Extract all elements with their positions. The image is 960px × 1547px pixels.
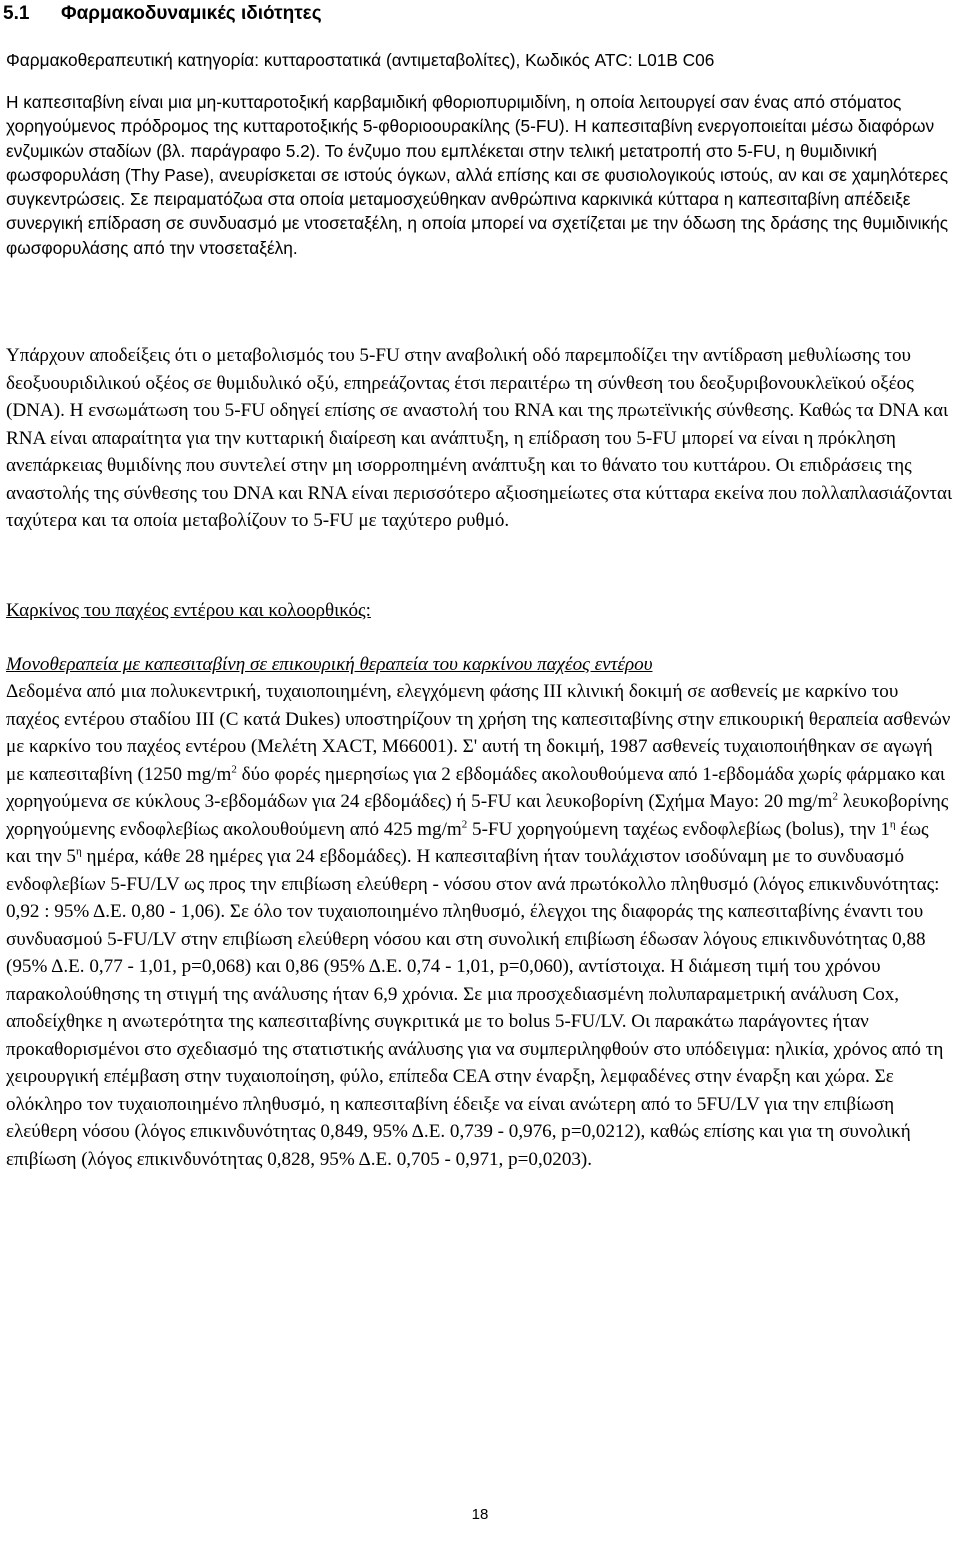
colon-cancer-heading: Καρκίνος του παχέος εντέρου και κολοορθικός: <box>6 600 371 621</box>
trial-text-6: ημέρα, κάθε 28 ημέρες για 24 εβδομάδες). Η καπεσιταβίνη ήταν τουλάχιστον ισοδύναμη με το συνδυασμό ενδοφλεβίων 5-FU/LV ως προς την επιβίωση ελεύθερη - νόσου στον ανά πρωτόκολλο πληθυσμό (λόγος επικινδυνότητας: 0,92 : 95% Δ.Ε. 0,80 - 1,06). Σε όλο τον τυχαιοποιημένο πληθυσμό, έλεγχοι της διαφοράς της καπεσιταβίνης έναντι του συνδυασμού 5-FU/LV στην επιβίωση ελεύθερη νόσου και στη συνολική επιβίωση έδωσαν λόγους επικινδυνότητας 0,88 (95% Δ.Ε. 0,77 - 1,01, p=0,068) και 0,86 (95% Δ.Ε. 0,74 - 1,01, p=0,060), αντίστοιχα. Η διάμεση τιμή του χρόνου παρακολούθησης τη στιγμή της ανάλυσης ήταν 6,9 χρόνια. Σε μια προσχεδιασμένη πολυπαραμετρική ανάλυση Cox, αποδείχθηκε η ανωτερότητα της καπεσιταβίνης συγκριτικά με το bolus 5-FU/LV. Οι παρακάτω παράγοντες ήταν προκαθορισμένοι στο σχεδιασμό της στατιστικής ανάλυσης για να συμπεριληφθούν στο υπόδειγμα: ηλικία, χρόνος από τη χειρουργική επέμβαση στην τυχαιοποίηση, φύλο, επίπεδα CEA στην έναρξη, λεμφαδένες στην έναρξη και χώρα. Σε ολόκληρο τον τυχαιοποιημένο πληθυσμό, η καπεσιταβίνη έδειξε να είναι ανώτερη από το 5FU/LV για την επιβίωση ελεύθερη νόσου (λόγος επικινδυνότητας 0,849, 95% Δ.Ε. 0,739 - 0,976, p=0,0212), καθώς επίσης και για τη συνολική επιβίωση (λόγος επικινδυνότητας 0,828, 95% Δ.Ε. 0,705 - 0,971, p=0,0203). <box>6 846 944 1170</box>
trial-paragraph <box>6 678 954 1173</box>
metabolism-paragraph: Υπάρχουν αποδείξεις ότι ο μεταβολισμός του 5-FU στην αναβολική οδό παρεμποδίζει την αντίδραση μεθυλίωσης του δεοξυουριδιλικού οξέος σε θυμιδυλικό οξύ, επηρεάζοντας έτσι περαιτέρω τη σύνθεση του δεοξυριβονουκλεϊκού οξέος (DNA). Η ενσωμάτωση του 5-FU οδηγεί επίσης σε αναστολή του RNA και της πρωτεϊνικής σύνθεσης. Καθώς τα DNA και RNA είναι απαραίτητα για την κυτταρική διαίρεση και ανάπτυξη, η επίδραση του 5-FU μπορεί να είναι η πρόκληση ανεπάρκειας θυμιδίνης που συντελεί στην μη ισορροπημένη ανάπτυξη και το θάνατο του κυττάρου. Οι επιδράσεις της αναστολής της σύνθεσης του DNA και RNA είναι περισσότερο αξιοσημείωτες στα κύτταρα εκείνα που πολλαπλασιάζονται ταχύτερα και τα οποία μεταβολίζουν το 5-FU με ταχύτερο ρυθμό. <box>6 345 953 531</box>
trial-text-4: 5-FU χορηγούμενη ταχέως ενδοφλεβίως (bolus), την 1 <box>467 818 890 840</box>
superscript-eta: η <box>75 845 82 858</box>
mechanism-paragraph: Η καπεσιταβίνη είναι μια μη-κυτταροτοξική καρβαμιδική φθοριοπυριμιδίνη, η οποία λειτουργεί σαν ένας από στόματος χορηγούμενος πρόδρομος της κυτταροτοξικής 5-φθοριοουρακίλης (5-FU). Η καπεσιταβίνη ενεργοποιείται μέσω διαφόρων ενζυμικών σταδίων (βλ. παράγραφο 5.2). Το ένζυμο που εμπλέκεται στην τελική μετατροπή στο 5-FU, η θυμιδινική φωσφορυλάση (Thy Pase), ανευρίσκεται σε ιστούς όγκων, αλλά επίσης και σε φυσιολογικούς ιστούς, αν και σε χαμηλότερες συγκεντρώσεις. Σε πειραματόζωα στα οποία μεταμοσχεύθηκαν ανθρώπινα καρκινικά κύτταρα η καπεσιταβίνη απέδειξε συνεργική επίδραση σε συνδυασμό με ντοσεταξέλη, η οποία μπορεί να σχετίζεται με την όδωση της δράσης της θυμιδινικής φωσφορυλάσης από την ντοσεταξέλη. <box>6 92 949 258</box>
section-title: Φαρμακοδυναμικές ιδιότητες <box>61 3 322 24</box>
trial-text-5: έως και την 5 <box>6 818 929 867</box>
monotherapy-heading: Μονοθεραπεία με καπεσιταβίνη σε επικουρική θεραπεία του καρκίνου παχέος εντέρου <box>6 654 653 675</box>
superscript-eta: η <box>889 818 896 831</box>
superscript-2: 2 <box>832 790 838 803</box>
trial-text-2: δύο φορές ημερησίως για 2 εβδομάδες ακολουθούμενα από 1-εβδομάδα χωρίς φάρμακο και χορηγούμενα σε κύκλους 3-εβδομάδων για 24 εβδομάδες) ή 5-FU και λευκοβορίνη (Σχήμα Mayo: 20 mg/m <box>6 763 946 812</box>
category-paragraph: Φαρμακοθεραπευτική κατηγορία: κυτταροστατικά (αντιμεταβολίτες), Κωδικός ATC: L01B C06 <box>6 50 715 70</box>
section-heading <box>3 2 322 26</box>
trial-text-3: λευκοβορίνης χορηγούμενης ενδοφλεβίως ακολουθούμενη από 425 mg/m <box>6 791 949 840</box>
superscript-2: 2 <box>461 818 468 831</box>
page-number: 18 <box>471 1506 489 1523</box>
trial-text-1: Δεδομένα από μια πολυκεντρική, τυχαιοποιημένη, ελεγχόμενη φάσης ΙΙΙ κλινική δοκιμή σε ασθενείς με καρκίνο του παχέος εντέρου σταδίου ΙΙΙ (C κατά Dukes) υποστηρίζουν τη χρήση της καπεσιταβίνης στην επικουρική θεραπεία ασθενών με καρκίνο του παχέος εντέρου (Μελέτη XACT, M66001). Σ' αυτή τη δοκιμή, 1987 ασθενείς τυχαιοποιήθηκαν σε αγωγή με καπεσιταβίνη (1250 mg/m <box>6 681 951 785</box>
section-number: 5.1 <box>3 3 30 24</box>
superscript-2: 2 <box>231 763 237 776</box>
